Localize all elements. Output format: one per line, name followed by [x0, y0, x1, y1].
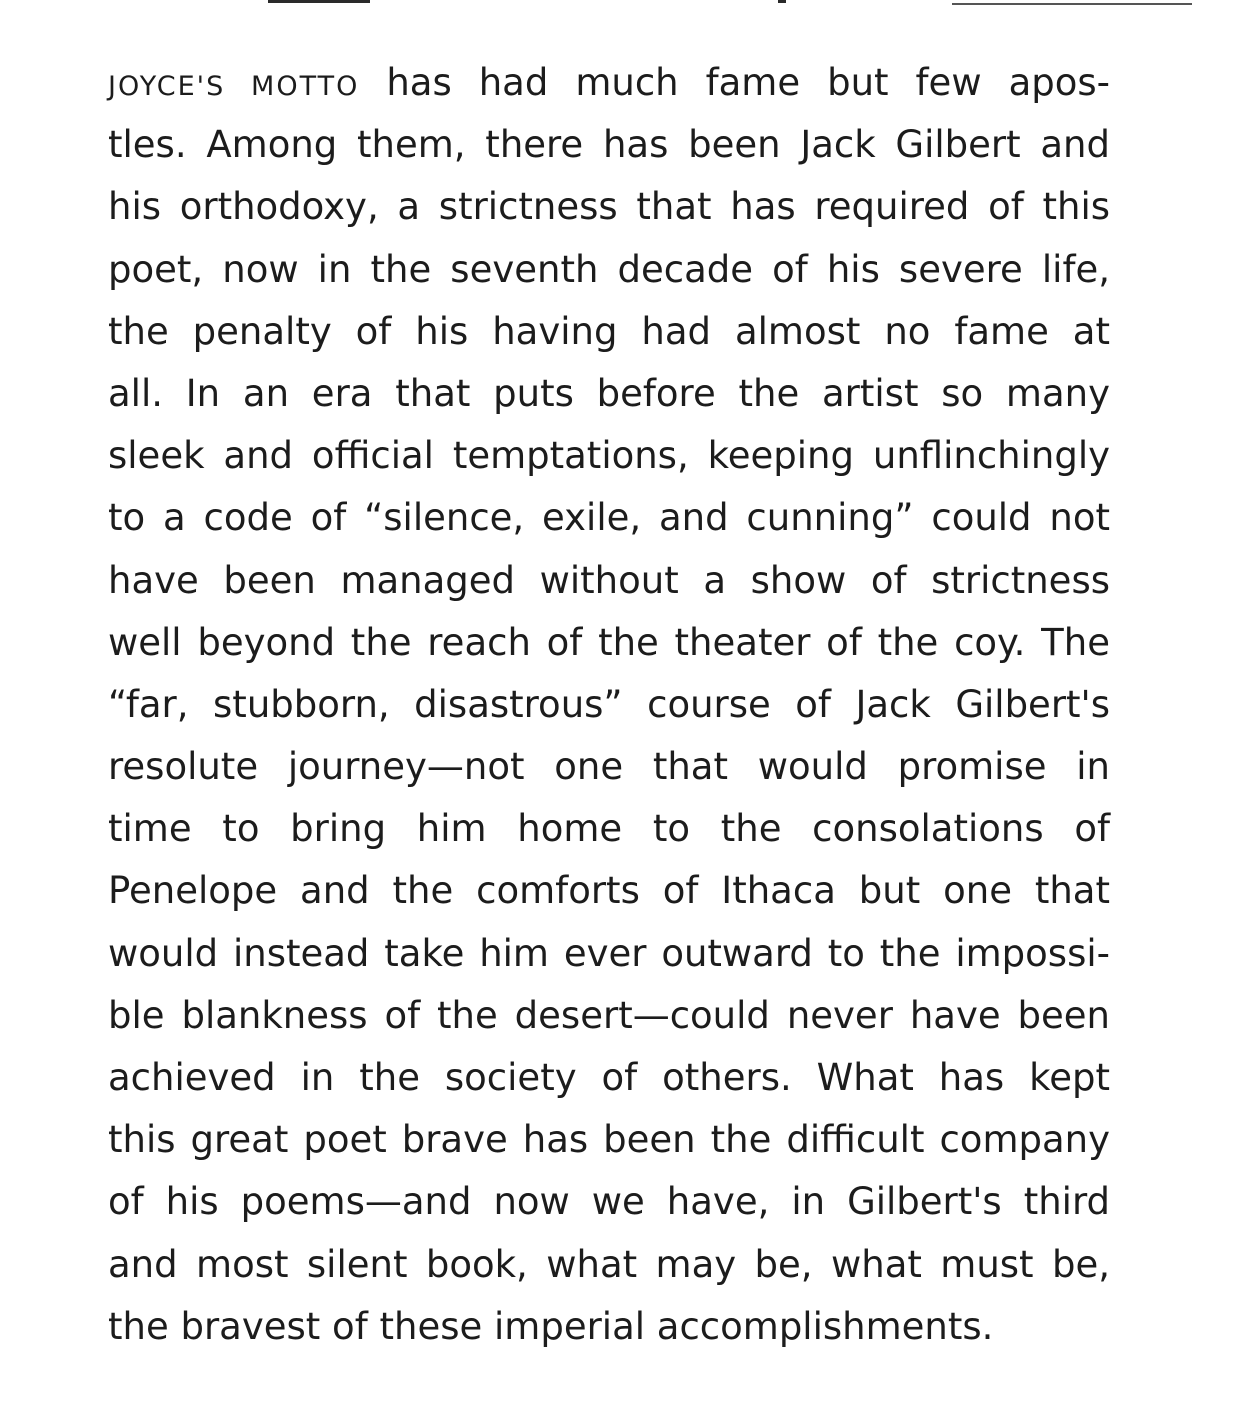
text-line-20: and most silent book, what may be, what must be, [108, 1242, 1110, 1286]
text-line-7: sleek and official temptations, keeping unflinchingly [108, 434, 1110, 478]
top-rule-right [952, 3, 1192, 5]
text-line-8: to a code of “silence, exile, and cunning” could not [108, 496, 1110, 540]
lead-in-smallcaps: JOYCE'S MOTTO [108, 71, 360, 102]
text-line-1 [108, 52, 1110, 114]
text-line-1-rest: has had much fame but few apos- [359, 61, 1110, 104]
text-line-10: well beyond the reach of the theater of the coy. The [108, 620, 1110, 664]
text-line-18: this great poet brave has been the difficult company [108, 1118, 1110, 1162]
text-line-11: “far, stubborn, disastrous” course of Jack Gilbert's [108, 682, 1110, 726]
text-line-5: the penalty of his having had almost no fame at [108, 309, 1110, 353]
text-line-15: would instead take him ever outward to the impossi- [108, 931, 1110, 975]
text-line-6: all. In an era that puts before the artist so many [108, 371, 1110, 415]
text-line-14: Penelope and the comforts of Ithaca but one that [108, 869, 1110, 913]
text-line-9: have been managed without a show of strictness [108, 558, 1110, 602]
text-line-12: resolute journey—not one that would promise in [108, 745, 1110, 789]
text-line-16: ble blankness of the desert—could never have been [108, 993, 1110, 1037]
text-line-2: tles. Among them, there has been Jack Gilbert and [108, 123, 1110, 167]
text-line-21: the bravest of these imperial accomplishments. [108, 1304, 994, 1348]
text-line-3: his orthodoxy, a strictness that has required of this [108, 185, 1110, 229]
text-line-4: poet, now in the seventh decade of his severe life, [108, 247, 1110, 291]
text-line-19: of his poems—and now we have, in Gilbert's third [108, 1180, 1110, 1224]
text-line-13: time to bring him home to the consolations of [108, 807, 1110, 851]
text-line-17: achieved in the society of others. What has kept [108, 1056, 1110, 1099]
body-paragraph [108, 52, 1110, 1358]
top-rule-left [268, 0, 370, 3]
top-rule-middle [778, 0, 786, 3]
